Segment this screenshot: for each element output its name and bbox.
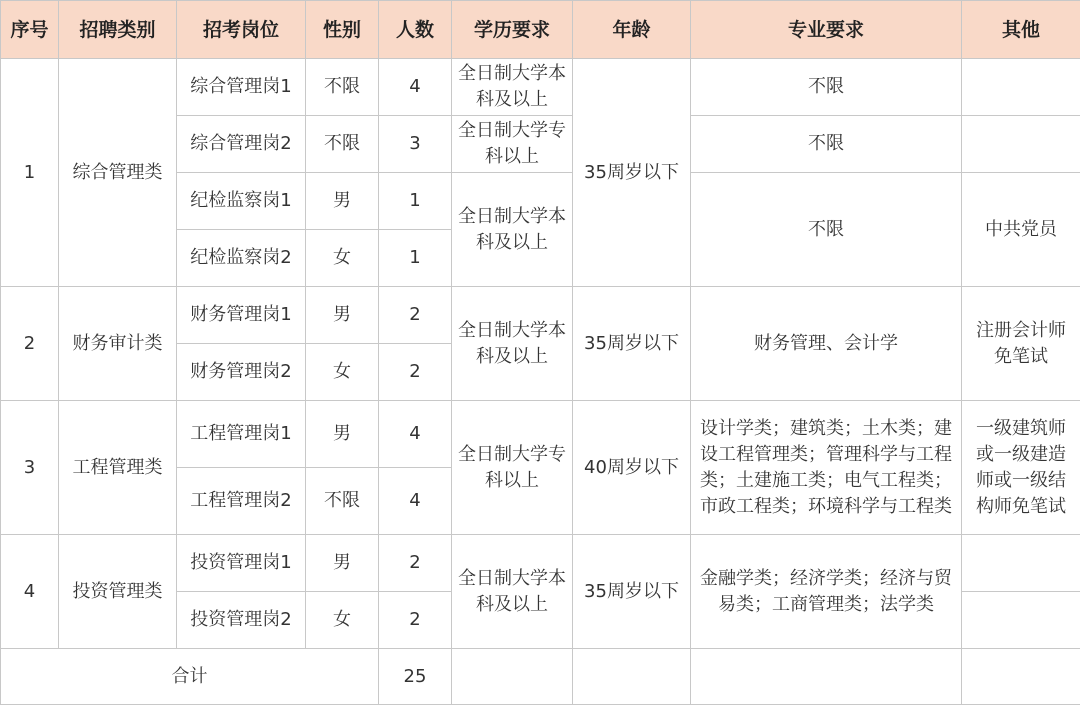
- position-cell: 财务管理岗2: [177, 344, 306, 401]
- gender-cell: 不限: [306, 468, 379, 535]
- age-cell: 35周岁以下: [573, 59, 691, 287]
- major-cell: 财务管理、会计学: [691, 287, 962, 401]
- gender-cell: 女: [306, 230, 379, 287]
- header-row: [1, 1, 1080, 59]
- group-no: 4: [1, 535, 59, 649]
- other-cell: 中共党员: [962, 173, 1080, 287]
- other-cell: [962, 535, 1080, 592]
- count-cell: 4: [379, 59, 452, 116]
- header-category: 招聘类别: [59, 1, 177, 59]
- count-cell: 2: [379, 287, 452, 344]
- header-education: 学历要求: [452, 1, 573, 59]
- table-row: [1, 59, 1080, 116]
- table-row: [1, 535, 1080, 592]
- total-count: 25: [379, 649, 452, 705]
- other-cell: [962, 59, 1080, 116]
- group-category: 财务审计类: [59, 287, 177, 401]
- header-other: 其他: [962, 1, 1080, 59]
- position-cell: 纪检监察岗2: [177, 230, 306, 287]
- education-cell: 全日制大学本科及以上: [452, 535, 573, 649]
- group-no: 2: [1, 287, 59, 401]
- header-count: 人数: [379, 1, 452, 59]
- position-cell: 工程管理岗2: [177, 468, 306, 535]
- education-cell: 全日制大学本科及以上: [452, 287, 573, 401]
- major-cell: 不限: [691, 173, 962, 287]
- gender-cell: 女: [306, 592, 379, 649]
- gender-cell: 不限: [306, 59, 379, 116]
- gender-cell: 男: [306, 173, 379, 230]
- total-empty-education: [452, 649, 573, 705]
- total-label: 合计: [1, 649, 379, 705]
- major-cell: 不限: [691, 116, 962, 173]
- total-empty-major: [691, 649, 962, 705]
- position-cell: 投资管理岗1: [177, 535, 306, 592]
- count-cell: 1: [379, 173, 452, 230]
- total-empty-age: [573, 649, 691, 705]
- gender-cell: 男: [306, 535, 379, 592]
- other-cell: 注册会计师免笔试: [962, 287, 1080, 401]
- age-cell: 40周岁以下: [573, 401, 691, 535]
- age-cell: 35周岁以下: [573, 287, 691, 401]
- group-category: 投资管理类: [59, 535, 177, 649]
- group-category: 综合管理类: [59, 59, 177, 287]
- header-age: 年龄: [573, 1, 691, 59]
- position-cell: 工程管理岗1: [177, 401, 306, 468]
- age-cell: 35周岁以下: [573, 535, 691, 649]
- education-cell: 全日制大学本科及以上: [452, 59, 573, 116]
- table-row: [1, 287, 1080, 344]
- header-gender: 性别: [306, 1, 379, 59]
- other-cell: 一级建筑师或一级建造师或一级结构师免笔试: [962, 401, 1080, 535]
- header-position: 招考岗位: [177, 1, 306, 59]
- total-row: [1, 649, 1080, 705]
- education-cell: 全日制大学本科及以上: [452, 173, 573, 287]
- count-cell: 2: [379, 344, 452, 401]
- position-cell: 纪检监察岗1: [177, 173, 306, 230]
- position-cell: 综合管理岗1: [177, 59, 306, 116]
- gender-cell: 女: [306, 344, 379, 401]
- gender-cell: 男: [306, 401, 379, 468]
- major-cell: 不限: [691, 59, 962, 116]
- education-cell: 全日制大学专科以上: [452, 401, 573, 535]
- count-cell: 4: [379, 401, 452, 468]
- count-cell: 3: [379, 116, 452, 173]
- group-no: 1: [1, 59, 59, 287]
- header-no: 序号: [1, 1, 59, 59]
- position-cell: 财务管理岗1: [177, 287, 306, 344]
- gender-cell: 不限: [306, 116, 379, 173]
- other-cell-empty: [962, 592, 1080, 649]
- count-cell: 2: [379, 535, 452, 592]
- position-cell: 综合管理岗2: [177, 116, 306, 173]
- gender-cell: 男: [306, 287, 379, 344]
- other-cell: [962, 116, 1080, 173]
- total-empty-other: [962, 649, 1080, 705]
- count-cell: 1: [379, 230, 452, 287]
- major-cell: 金融学类；经济学类；经济与贸易类；工商管理类；法学类: [691, 535, 962, 649]
- group-category: 工程管理类: [59, 401, 177, 535]
- header-major: 专业要求: [691, 1, 962, 59]
- count-cell: 4: [379, 468, 452, 535]
- position-cell: 投资管理岗2: [177, 592, 306, 649]
- education-cell: 全日制大学专科以上: [452, 116, 573, 173]
- major-cell: 设计学类；建筑类；土木类；建设工程管理类；管理科学与工程类；土建施工类；电气工程类；市政工程类；环境科学与工程类: [691, 401, 962, 535]
- group-no: 3: [1, 401, 59, 535]
- table-row: [1, 401, 1080, 468]
- count-cell: 2: [379, 592, 452, 649]
